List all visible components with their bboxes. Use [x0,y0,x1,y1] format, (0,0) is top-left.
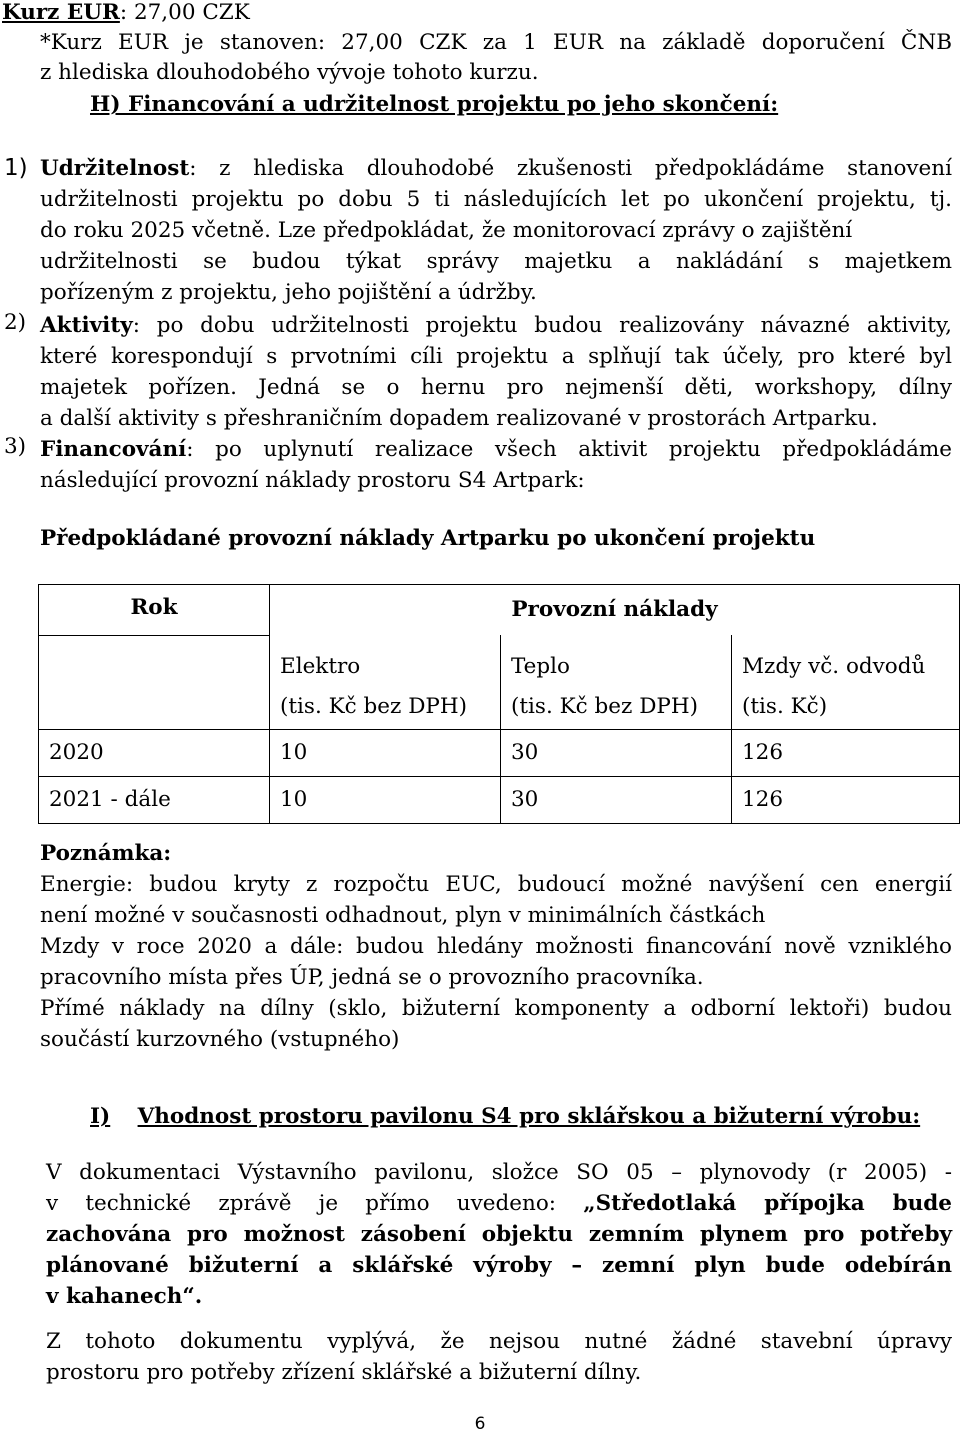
item-body: Udržitelnost: z hlediska dlouhodobé zkušenosti předpokládáme stanovení udržitelnosti projektu po dobu 5 ti následujících let po ukončení projektu, tj. do roku 2025 včetně. Lze předpokládat, že monitorovací zprávy o zajištění udržitelnosti se budou týkat správy majetku a nakládání s majetkem pořízeným z projektu, jeho pojištění a údržby. [40,156,952,305]
header-rok: Rok [39,585,270,636]
costs-table [38,584,960,824]
kurz-line [2,0,250,26]
kurz-note-line1: *Kurz EUR je stanoven: 27,00 CZK za 1 EUR na základě doporučení ČNB [40,30,952,55]
section-i-title: Vhodnost prostoru pavilonu S4 pro sklářskou a bižuterní výrobu: [137,1104,921,1129]
header-provozni-naklady: Provozní náklady [270,585,960,636]
item-title: Financování [40,437,187,462]
col-elektro: Elektro (tis. Kč bez DPH) [270,635,501,729]
item-body: Financování: po uplynutí realizace všech aktivit projektu předpokládáme následující provozní náklady prostoru S4 Artpark: [40,437,952,493]
item-title: Udržitelnost [40,156,190,181]
poznamka-block: Poznámka: Energie: budou kryty z rozpočtu EUC, budoucí možné navýšení cen energií není možné v současnosti odhadnout, plyn v minimálních částkách Mzdy v roce 2020 a dále: budou hledány možnosti financování nově vzniklého pracovního místa přes ÚP, jedná se o provozního pracovníka. Přímé náklady na dílny (sklo, bižuterní komponenty a odborní lektoři) budou součástí kurzovného (vstupného) [40,841,952,1052]
item-body: Aktivity: po dobu udržitelnosti projektu budou realizovány návazné aktivity, které korespondují s prvotními cíli projektu a splňují tak účely, pro které byl majetek pořízen. Jedná se o hernu pro nejmenší děti, workshopy, dílny a další aktivity s přeshraničním dopadem realizované v prostorách Artparku. [40,313,952,431]
item-number: 3) [4,434,27,459]
table-row: 2020 10 30 126 [39,729,960,776]
col-teplo: Teplo (tis. Kč bez DPH) [501,635,732,729]
section-h-heading: H) Financování a udržitelnost projektu po jeho skončení: [90,92,779,117]
kurz-note-line2: z hlediska dlouhodobého vývoje tohoto kurzu. [40,60,539,85]
section-i-heading [90,1101,920,1133]
kurz-value: : 27,00 CZK [119,0,250,25]
table-title: Předpokládané provozní náklady Artparku po ukončení projektu [40,526,816,551]
kurz-label: Kurz EUR [2,0,120,25]
col-mzdy: Mzdy vč. odvodů (tis. Kč) [732,635,960,729]
section-i-text: V dokumentaci Výstavního pavilonu, složce SO 05 – plynovody (r 2005) - v technické zprávě je přímo uvedeno: „Středotlaká přípojka bude zachována pro možnost zásobení objektu zemním plynem pro potřeby plánované bižuterní a sklářské výroby – zemní plyn bude odebírán v kahanech“. [46,1160,952,1309]
item-number: 2) [4,310,27,335]
table-row: 2021 - dále 10 30 126 [39,776,960,823]
page-number: 6 [474,1414,486,1434]
section-i-letter: I) [90,1104,111,1129]
poznamka-label: Poznámka: [40,841,172,866]
item-title: Aktivity [40,313,133,338]
header-rok-empty [39,635,270,729]
item-number: 1) [4,155,28,181]
section-i-conclusion: Z tohoto dokumentu vyplývá, že nejsou nutné žádné stavební úpravy prostoru pro potřeby zřízení sklářské a bižuterní dílny. [46,1329,952,1385]
